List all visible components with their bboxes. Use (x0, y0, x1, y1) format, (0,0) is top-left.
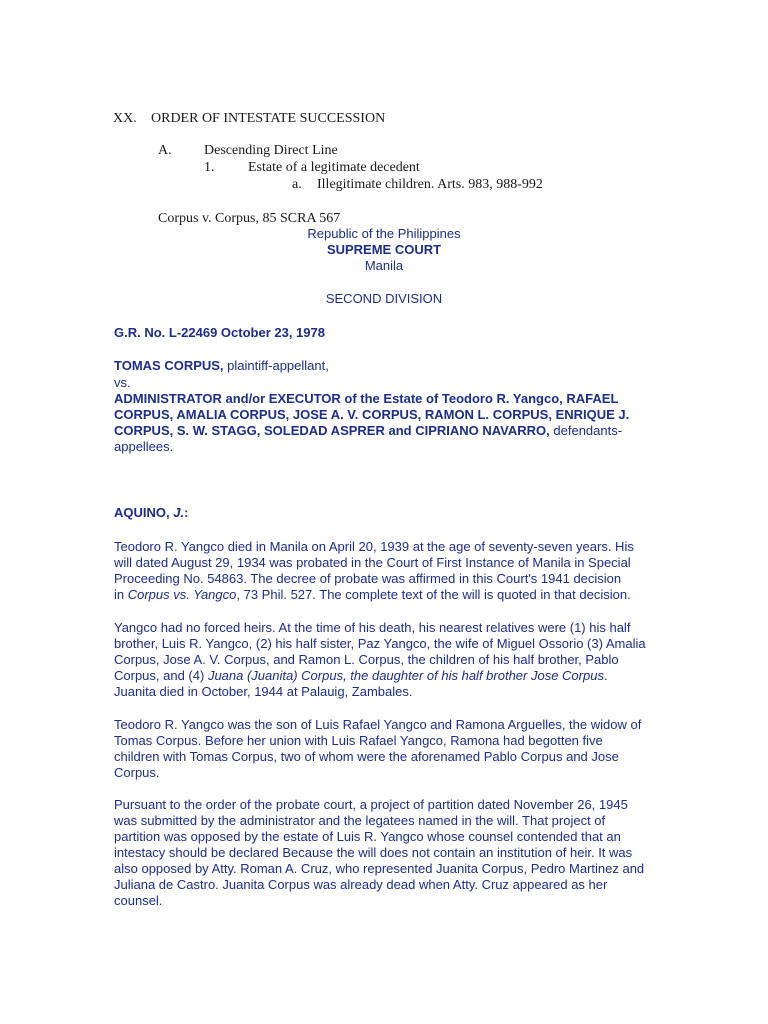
republic-line: Republic of the Philippines (307, 226, 461, 241)
paragraph-line: children with Tomas Corpus, two of whom were the aforenamed Pablo Corpus and Jose (114, 749, 619, 764)
paragraph-2 (114, 620, 659, 700)
paragraph-line: intestacy should be declared Because the will does not contain an institution of heir. It was (114, 845, 633, 860)
text-segment: in (114, 587, 128, 602)
paragraph-line: Yangco had no forced heirs. At the time of his death, his nearest relatives were (1) his half (114, 620, 631, 635)
paragraph-line: partition was opposed by the estate of Luis R. Yangco whose counsel contended that an (114, 829, 621, 844)
item-1-number: 1. (204, 160, 215, 175)
defendants-names: CORPUS, S. W. STAGG, SOLEDAD ASPRER and CIPRIANO NAVARRO, (114, 423, 550, 438)
text-segment: Corpus, and (4) (114, 668, 208, 683)
text-segment: . (603, 668, 608, 683)
case-citation: Corpus v. Corpus, 85 SCRA 567 (158, 211, 341, 226)
ponente-colon: : (184, 505, 189, 520)
paragraph-line: Pursuant to the order of the probate court, a project of partition dated November 26, 1945 (114, 797, 628, 812)
paragraph-line: Teodoro R. Yangco was the son of Luis Rafael Yangco and Ramona Arguelles, the widow of (114, 717, 642, 732)
plaintiff-role: plaintiff-appellant, (223, 358, 329, 373)
ponente-j: J. (173, 505, 185, 520)
section-number: XX. (113, 111, 137, 126)
paragraph-line: Proceeding No. 54863. The decree of probate was affirmed in this Court's 1941 decision (114, 571, 622, 586)
defendants-role-b: appellees. (114, 439, 174, 454)
paragraph-line: counsel. (114, 893, 163, 908)
item-a-letter: a. (292, 177, 302, 192)
ponente-name: AQUINO, (114, 505, 174, 520)
paragraph-line: also opposed by Atty. Roman A. Cruz, who represented Juanita Corpus, Pedro Martinez and (114, 861, 645, 876)
text-segment: , 73 Phil. 527. The complete text of the will is quoted in that decision. (236, 587, 631, 602)
paragraph-line: Corpus. (114, 765, 160, 780)
paragraph-4 (114, 797, 659, 909)
paragraph-line: will dated August 29, 1934 was probated in the Court of First Instance of Manila in Special (114, 555, 631, 570)
paragraph-3 (114, 717, 659, 781)
paragraph-line: Juanita died in October, 1944 at Palauig, Zambales. (114, 684, 413, 699)
case-title-italic: Corpus vs. Yangco (127, 587, 237, 602)
paragraph-line: was submitted by the administrator and the legatees named in the will. That project of (114, 813, 606, 828)
versus: vs. (114, 375, 131, 390)
court-city: Manila (364, 258, 404, 273)
section-title: ORDER OF INTESTATE SUCCESSION (151, 111, 386, 126)
plaintiff-line (114, 358, 329, 374)
court-name: SUPREME COURT (326, 242, 442, 257)
subsection-a-title: Descending Direct Line (204, 143, 338, 158)
item-a-title: Illegitimate children. Arts. 983, 988-992 (317, 177, 543, 192)
defendants-line-2: CORPUS, AMALIA CORPUS, JOSE A. V. CORPUS, RAMON L. CORPUS, ENRIQUE J. (114, 407, 630, 422)
paragraph-line: Corpus, Jose A. V. Corpus, and Ramon L. Corpus, the children of his half brother, Pablo (114, 652, 619, 667)
paragraph-line (114, 587, 659, 603)
plaintiff-name: TOMAS CORPUS, (114, 358, 224, 373)
paragraph-line: Tomas Corpus. Before her union with Luis Rafael Yangco, Ramona had begotten five (114, 733, 603, 748)
gr-number: G.R. No. L-22469 October 23, 1978 (114, 325, 325, 340)
paragraph-line: brother, Luis R. Yangco, (2) his half sister, Paz Yangco, the wife of Miguel Ossorio (3) Amalia (114, 636, 646, 651)
paragraph-1 (114, 539, 659, 603)
italic-phrase: Juana (Juanita) Corpus, the daughter of his half brother Jose Corpus (207, 668, 604, 683)
paragraph-line: Teodoro R. Yangco died in Manila on April 20, 1939 at the age of seventy-seven years. His (114, 539, 634, 554)
item-1-title: Estate of a legitimate decedent (248, 160, 420, 175)
ponente (114, 505, 188, 521)
defendants-line-3 (114, 423, 622, 439)
defendants-line-1: ADMINISTRATOR and/or EXECUTOR of the Estate of Teodoro R. Yangco, RAFAEL (114, 391, 619, 406)
paragraph-line (114, 668, 659, 684)
division-name: SECOND DIVISION (325, 291, 443, 306)
subsection-a-letter: A. (158, 143, 172, 158)
defendants-role-a: defendants- (549, 423, 623, 438)
paragraph-line: Juliana de Castro. Juanita Corpus was already dead when Atty. Cruz appeared as her (114, 877, 608, 892)
